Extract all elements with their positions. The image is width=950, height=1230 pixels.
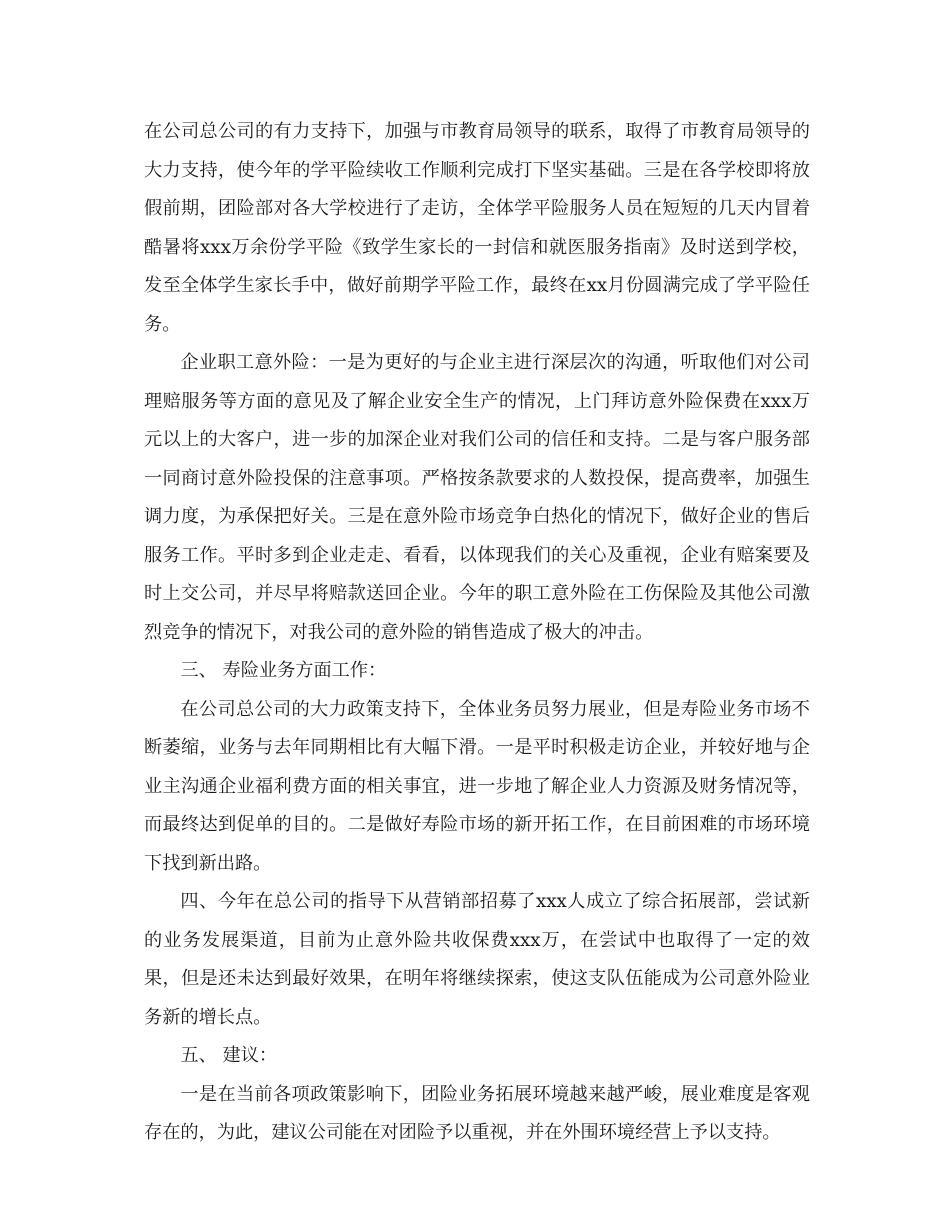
paragraph-expansion-department: 四、今年在总公司的指导下从营销部招募了xxx人成立了综合拓展部，尝试新的业务发展渠道，目前为止意外险共收保费xxx万，在尝试中也取得了一定的效果，但是还未达到最好效果，在明年将继续探索，使这支队伍能成为公司意外险业务新的增长点。 [144, 891, 810, 1028]
paragraph-student-insurance: 在公司总公司的有力支持下，加强与市教育局领导的联系，取得了市教育局领导的大力支持，使今年的学平险续收工作顺利完成打下坚实基础。三是在各学校即将放假前期，团险部对各大学校进行了走访，全体学平险服务人员在短短的几天内冒着酷暑将xxx万余份学平险《致学生家长的一封信和就医服务指南》及时送到学校，发至全体学生家长手中，做好前期学平险工作，最终在xx月份圆满完成了学平险任务。 [144, 121, 810, 335]
section-heading-suggestions: 五、 建议： [180, 1045, 278, 1066]
paragraph-employee-accident-insurance: 企业职工意外险：一是为更好的与企业主进行深层次的沟通，听取他们对公司理赔服务等方面的意见及了解企业安全生产的情况，上门拜访意外险保费在xxx万元以上的大客户，进一步的加深企业对我们公司的信任和支持。二是与客户服务部一同商讨意外险投保的注意事项。严格按条款要求的人数投保，提高费率，加强生调力度，为承保把好关。三是在意外险市场竞争白热化的情况下，做好企业的售后服务工作。平时多到企业走走、看看，以体现我们的关心及重视，企业有赔案要及时上交公司，并尽早将赔款送回企业。今年的职工意外险在工伤保险及其他公司激烈竞争的情况下，对我公司的意外险的销售造成了极大的冲击。 [144, 352, 810, 643]
document-body [144, 113, 810, 1153]
paragraph-suggestions: 一是在当前各项政策影响下，团险业务拓展环境越来越严峻，展业难度是客观存在的，为此，建议公司能在对团险予以重视，并在外围环境经营上予以支持。 [144, 1083, 810, 1143]
paragraph-life-insurance: 在公司总公司的大力政策支持下，全体业务员努力展业，但是寿险业务市场不断萎缩，业务与去年同期相比有大幅下滑。一是平时积极走访企业，并较好地与企业主沟通企业福利费方面的相关事宜，进一步地了解企业人力资源及财务情况等，而最终达到促单的目的。二是做好寿险市场的新开拓工作，在目前困难的市场环境下找到新出路。 [144, 698, 810, 874]
section-heading-life-insurance: 三、 寿险业务方面工作： [180, 660, 387, 681]
